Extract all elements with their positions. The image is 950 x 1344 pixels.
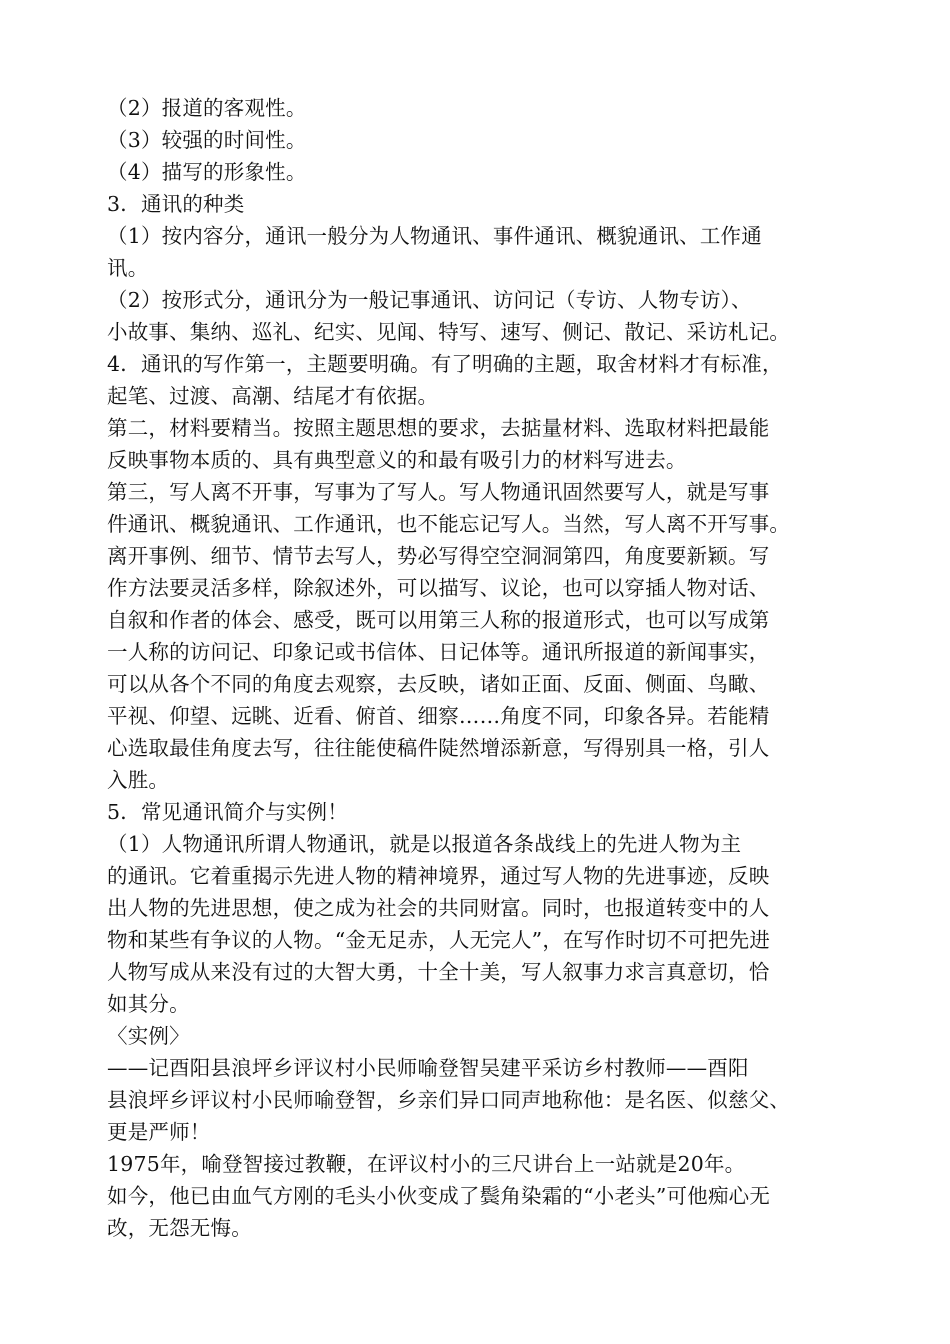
text-line: 县浪坪乡评议村小民师喻登智，乡亲们异口同声地称他：是名医、似慈父、 [107, 1088, 791, 1112]
text-line: 反映事物本质的、具有典型意义的和最有吸引力的材料写进去。 [107, 448, 687, 472]
text-line: 物和某些有争议的人物。“金无足赤，人无完人”，在写作时切不可把先进 [107, 928, 771, 952]
text-line: 作方法要灵活多样，除叙述外，可以描写、议论，也可以穿插人物对话、 [107, 576, 770, 600]
text-line: 小故事、集纳、巡礼、纪实、见闻、特写、速写、侧记、散记、采访札记。 [107, 320, 791, 344]
text-line: 件通讯、概貌通讯、工作通讯，也不能忘记写人。当然，写人离不开写事。 [107, 512, 791, 536]
section-heading: 3．通讯的种类 [107, 192, 245, 216]
text-line: 如今，他已由血气方刚的毛头小伙变成了鬓角染霜的“小老头”可他痴心无 [107, 1184, 771, 1208]
text-line: 改，无怨无悔。 [107, 1216, 252, 1240]
text-line: ——记酉阳县浪坪乡评议村小民师喻登智吴建平采访乡村教师——酉阳 [107, 1056, 749, 1080]
text-line: 第二，材料要精当。按照主题思想的要求，去掂量材料、选取材料把最能 [107, 416, 770, 440]
text-line: （4）描写的形象性。 [107, 160, 307, 184]
section-heading: 5．常见通讯简介与实例！ [107, 800, 348, 824]
text-line: 1975年，喻登智接过教鞭，在评议村小的三尺讲台上一站就是20年。 [107, 1152, 746, 1176]
text-line: 心选取最佳角度去写，往往能使稿件陡然增添新意，写得别具一格，引人 [107, 736, 770, 760]
example-label: 〈实例〉 [107, 1024, 190, 1048]
text-line: （1）人物通讯所谓人物通讯，就是以报道各条战线上的先进人物为主 [107, 832, 742, 856]
text-line: 更是严师！ [107, 1120, 211, 1144]
text-line: （2）报道的客观性。 [107, 96, 307, 120]
text-line: 起笔、过渡、高潮、结尾才有依据。 [107, 384, 439, 408]
text-line: 可以从各个不同的角度去观察，去反映，诸如正面、反面、侧面、鸟瞰、 [107, 672, 770, 696]
text-line: 的通讯。它着重揭示先进人物的精神境界，通过写人物的先进事迹，反映 [107, 864, 770, 888]
text-line: （3）较强的时间性。 [107, 128, 307, 152]
text-line: 一人称的访问记、印象记或书信体、日记体等。通讯所报道的新闻事实， [107, 640, 770, 664]
text-line: 人物写成从来没有过的大智大勇，十全十美，写人叙事力求言真意切，恰 [107, 960, 770, 984]
text-line: 讯。 [107, 256, 149, 280]
text-line: （2）按形式分，通讯分为一般记事通讯、访问记（专访、人物专访）、 [107, 288, 752, 312]
text-line: 第三，写人离不开事，写事为了写人。写人物通讯固然要写人，就是写事 [107, 480, 770, 504]
text-line: 入胜。 [107, 768, 170, 792]
text-line: 离开事例、细节、情节去写人，势必写得空空洞洞第四，角度要新颖。写 [107, 544, 770, 568]
text-line: （1）按内容分，通讯一般分为人物通讯、事件通讯、概貌通讯、工作通 [107, 224, 762, 248]
text-line: 如其分。 [107, 992, 190, 1016]
section-heading: 4．通讯的写作第一，主题要明确。有了明确的主题，取舍材料才有标准， [107, 352, 783, 376]
text-line: 出人物的先进思想，使之成为社会的共同财富。同时，也报道转变中的人 [107, 896, 770, 920]
text-line: 平视、仰望、远眺、近看、俯首、细察……角度不同，印象各异。若能精 [107, 704, 770, 728]
text-line: 自叙和作者的体会、感受，既可以用第三人称的报道形式，也可以写成第 [107, 608, 770, 632]
